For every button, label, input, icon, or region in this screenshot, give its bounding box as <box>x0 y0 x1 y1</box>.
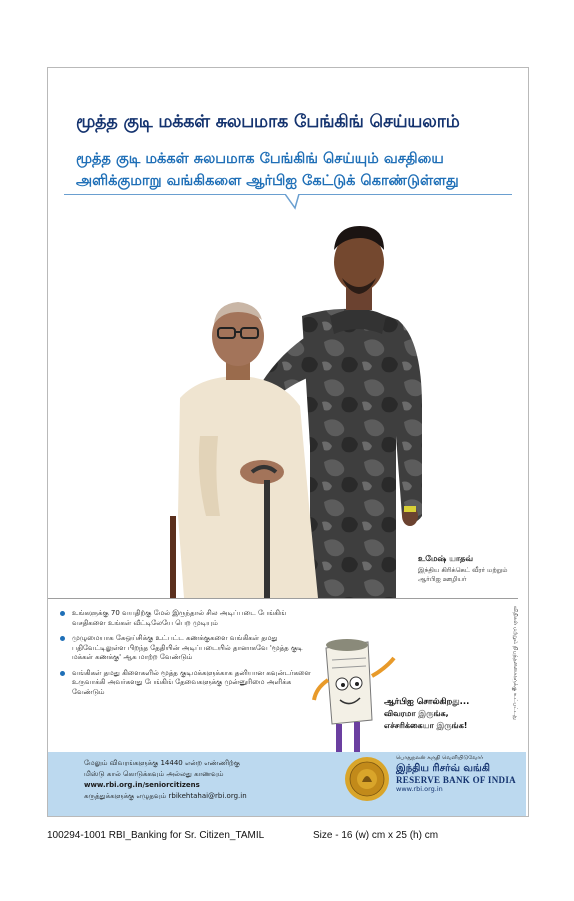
rbi-says-line-1: ஆர்பிஐ சொல்கிறது... <box>384 697 470 707</box>
rbi-says-line-2: விவரமா இருங்க, <box>384 709 449 718</box>
section-divider <box>48 598 518 599</box>
advertisement <box>47 67 529 817</box>
list-item <box>60 634 315 663</box>
rbi-says-callout <box>384 696 504 732</box>
terms-note: விதிகள் மற்றும் நிபந்தனைகளுக்கு உட்பட்டது <box>512 606 518 720</box>
subhead-line-2: அளிக்குமாறு வங்கிகளை ஆர்பிஐ கேட்டுக் கொண்டுள்ளது <box>76 173 459 189</box>
bank-name-tamil: இந்திய ரிசர்வ் வங்கி <box>396 763 490 774</box>
contact-line-2: மிஸ்டு கால் கொடுக்கவும் அல்லது காணவும் <box>84 770 224 778</box>
footer-contact-band <box>48 752 526 816</box>
contact-line-1: மேலும் விவரங்களுக்கு 14440 என்ற எண்ணிற்கு <box>84 759 240 767</box>
list-item-text: முழுமையாக கேஒய்சிக்கு உட்பட்ட கணக்குகளை வங்கிகள் தமது பதிவேட்டிலுள்ள பிறந்த தேதியின் அடிப்படையில் தானாகவே 'மூத்த குடி மக்கள் கணக்கு' ஆக மாற்ற வேண்டும் <box>72 634 303 661</box>
list-item-text: உங்களுக்கு 70 வயதிற்கு மேல் இருந்தால் சில அடிப்படை பேங்கிங் வசதிகளை உங்கள் வீட்டிலேயே பெற முடியும் <box>72 609 287 627</box>
bank-website[interactable]: www.rbi.org.in <box>396 785 443 793</box>
rbi-says-line-3: எச்சரிக்கையா இருங்க! <box>384 721 468 730</box>
print-size: Size - 16 (w) cm x 25 (h) cm <box>313 830 439 841</box>
feedback-email[interactable]: rbikehtahai@rbi.org.in <box>168 792 247 800</box>
bullet-icon <box>60 671 65 676</box>
contact-line-4 <box>84 791 344 802</box>
subheadline <box>76 148 516 192</box>
feedback-label: கருத்துக்களுக்கு எழுதவும் <box>84 792 167 800</box>
caption-name: உமேஷ் யாதவ் <box>418 554 474 563</box>
photo-cricketer-with-elderly-man <box>160 216 440 598</box>
job-code: 100294-1001 RBI_Banking for Sr. Citizen_TAMIL <box>47 830 265 841</box>
contact-info <box>84 758 344 802</box>
benefits-list <box>60 609 315 703</box>
list-item <box>60 669 315 698</box>
subhead-line-1: மூத்த குடி மக்கள் சுலபமாக பேங்கிங் செய்யும் வசதியை <box>76 151 444 167</box>
list-item-text: வங்கிகள் தமது கிளைகளில் மூத்த குடிமக்களுக்காக தனியான கவுன்டர்களை உருவாக்கி அவர்களது பேங்கிங் தேவைகளுக்கு முன்னுரிமை அளிக்க வேண்டும் <box>72 668 311 696</box>
contact-url[interactable]: www.rbi.org.in/seniorcitizens <box>84 781 200 789</box>
list-item <box>60 609 315 628</box>
issuer-tag: பொதுநலன் கருதி வெளியிடுவோர் <box>396 755 484 761</box>
bullet-icon <box>60 636 65 641</box>
bank-name-english: RESERVE BANK OF INDIA <box>396 775 516 785</box>
headline: மூத்த குடி மக்கள் சுலபமாக பேங்கிங் செய்யலாம் <box>76 112 460 132</box>
caption-role: இந்திய கிரிக்கெட் வீரர் மற்றும் ஆர்பிஐ ஊழியர் <box>418 566 508 583</box>
rbi-identity <box>396 755 524 793</box>
rbi-seal-logo <box>344 756 390 802</box>
speech-bubble-tail <box>285 194 305 214</box>
bullet-icon <box>60 611 65 616</box>
